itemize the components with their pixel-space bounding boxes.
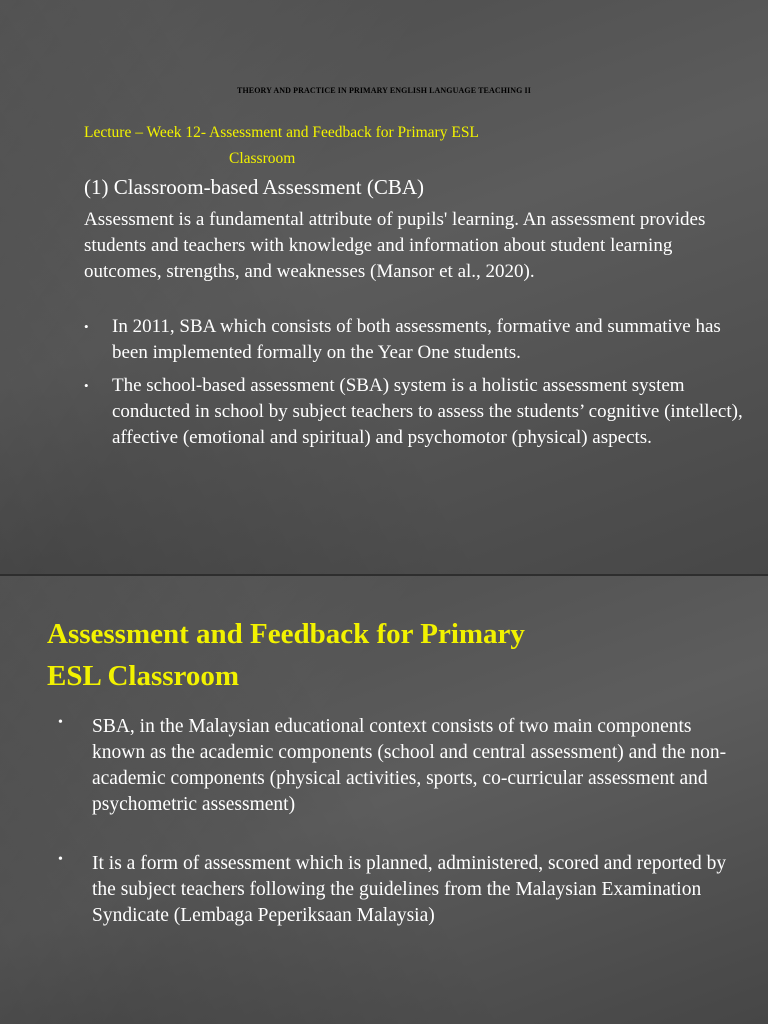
bullet-list [84, 314, 754, 458]
bullet-item [58, 714, 738, 818]
bullet-icon: • [58, 852, 63, 867]
bullet-text: SBA, in the Malaysian educational context consists of two main components known as the academic components (school and central assessment) and the non-academic components (physical activities, sports, co-curricular assessment and psychometric assessment) [92, 716, 727, 815]
lecture-title-line-1: Lecture – Week 12- Assessment and Feedback for Primary ESL [84, 124, 479, 141]
bullet-icon: • [84, 319, 89, 334]
slide-2 [0, 576, 768, 1024]
bullet-icon: • [58, 715, 63, 730]
lecture-title [84, 120, 684, 172]
bullet-item [58, 851, 738, 929]
bullet-icon: • [84, 378, 89, 393]
bullet-list [58, 714, 738, 962]
bullet-text: In 2011, SBA which consists of both assessments, formative and summative has been implemented formally on the Year One students. [112, 316, 721, 363]
slide-title-line-1: Assessment and Feedback for Primary [47, 618, 525, 650]
intro-paragraph: Assessment is a fundamental attribute of pupils' learning. An assessment provides students and teachers with knowledge and information about student learning outcomes, strengths, and weaknesses (Mansor et al., 2020). [84, 209, 706, 282]
bullet-text: It is a form of assessment which is planned, administered, scored and reported by the subject teachers following the guidelines from the Malaysian Examination Syndicate (Lembaga Peperiksaan Malaysia) [92, 853, 727, 926]
bullet-text: The school-based assessment (SBA) system is a holistic assessment system conducted in school by subject teachers to assess the students’ cognitive (intellect), affective (emotional and spiritual) and psychomotor (physical) aspects. [112, 375, 743, 448]
slide-title-line-2: ESL Classroom [47, 660, 240, 692]
lecture-title-line-2: Classroom [229, 150, 296, 167]
bullet-item [84, 373, 754, 451]
course-title: THEORY AND PRACTICE IN PRIMARY ENGLISH LANGUAGE TEACHING II [237, 86, 531, 95]
bullet-item [84, 314, 754, 366]
slide-title [47, 613, 697, 697]
section-heading: (1) Classroom-based Assessment (CBA) [84, 175, 425, 199]
